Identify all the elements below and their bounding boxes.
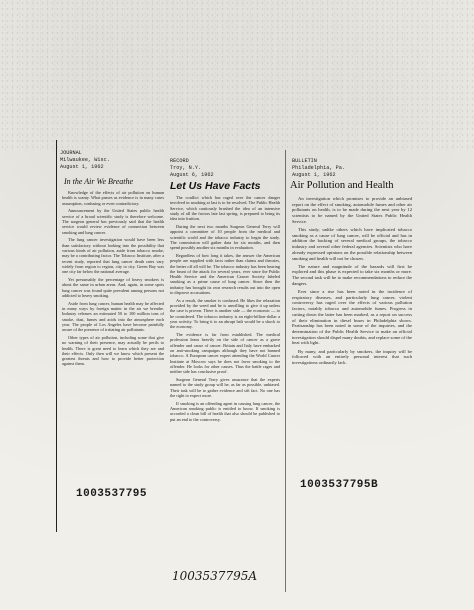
left-paragraph: Other types of air pollution, including some that give no warning of their presence, may actually be perils to health. There is great need to learn which they are and their effects. Only then will we know which present the greatest threats and how to provide better protection against them. <box>62 334 164 367</box>
middle-column-border <box>285 150 286 592</box>
middle-date: August 6, 1962 <box>170 172 214 178</box>
right-paragraph: An investigation which promises to provide an unbiased report on the effect of smoking, automobile fumes and other air pollutants on health, is to be made during the next year by 12 scientists to be named by the United States Public Health Service. <box>292 196 412 224</box>
right-headline: Air Pollution and Health <box>290 180 394 191</box>
middle-article-body <box>170 195 280 424</box>
left-headline: In the Air We Breathe <box>64 177 134 186</box>
middle-paragraph: If smoking is an offending agent in causing lung cancer, the American smoking public is entitled to know. If smoking is accorded a clean bill of health that also should be published to put an end to the controversy. <box>170 400 280 422</box>
left-place: Milwaukee, Wisc. <box>60 157 110 163</box>
right-paragraph: By many, and particularly by smokers, the inquiry will be followed with an entirely personal interest that such investigations ordinarily lack. <box>292 348 412 365</box>
left-column-border <box>56 140 57 532</box>
right-paragraph: The nature and magnitude of the hazards will first be explored and this phase is expected to take six months or more. The second task will be to make recommendations to reduce the dangers. <box>292 263 412 286</box>
middle-paragraph: The evidence is far from established. The medical profession leans heavily on the side of cancer as a grave offender and cause of cancer. Britain and Italy have embarked on anti-smoking campaigns although they have not banned tobacco. A European cancer expert attending the World Cancer Institute at Moscow says he does not favor smoking to the offender. He looks for other causes. Thus the battle rages and neither side has conclusive proof. <box>170 332 280 375</box>
middle-paragraph: The conflict which has raged over the cancer danger involved in smoking at last is to be resolved. The Public Health Service, which cautiously brushed the idea of an intensive study of all the factors late last spring, is prepared to bring its idea into fruition. <box>170 195 280 222</box>
right-source: BULLETIN <box>292 158 317 164</box>
right-date: August 1, 1962 <box>292 172 336 178</box>
left-article-body <box>62 190 164 369</box>
right-paragraph: This study, unlike others which have implicated tobacco smoking as a cause of lung cancer, will be official and has in addition the backing of several medical groups, the tobacco industry and several other federal agencies. Scientists who have already expressed opinions on the possible relationship between smoking and health will not be chosen. <box>292 227 412 261</box>
middle-paragraph: During the next two months Surgeon General Terry will appoint a committee of 10 people from the medical and scientific world and the tobacco industry to begin the study. The commission will gather data for six months, and then spend possibly another six months in evaluation. <box>170 223 280 251</box>
right-stamp-number: 1003537795B <box>300 479 379 491</box>
left-source: JOURNAL <box>60 150 82 156</box>
left-paragraph: Yet presumably the percentage of heavy smokers is about the same in urban areas. And, again, in some spots lung cancer was found quite prevalent among persons not addicted to heavy smoking. <box>62 276 164 298</box>
left-date: August 1, 1962 <box>60 164 104 170</box>
right-place: Philadelphia, Pa. <box>292 165 345 171</box>
middle-headline: Let Us Have Facts <box>170 180 261 192</box>
middle-source: RECORD <box>170 158 189 164</box>
left-paragraph: Knowledge of the effects of air pollution on human health is scanty. What passes as evidence is in many cases assumption, confusing or even contradictory. <box>62 190 164 206</box>
left-paragraph: Aside from lung cancer, human health may be affected in many ways by foreign matter in the air we breathe. Industry releases an estimated 50 to 100 million tons of smoke, dust, fumes and acids into the atmosphere each year. The people of Los Angeles have become painfully aware of the presence of irritating air pollutants. <box>62 300 164 333</box>
left-stamp-number: 1003537795 <box>76 488 148 500</box>
scan-noise <box>0 0 474 150</box>
middle-place: Troy, N.Y. <box>170 165 202 171</box>
middle-paragraph: Regardless of how long it takes, the answer the American people are supplied with facts rather than claims and theories, the better off all will be. The tobacco industry has been bearing the brunt of the attack for several years, ever since the Public Health Service and the American Cancer Society labeled smoking as a prime cause of lung cancer. Since then the industry has brought its own research results out into the open to disprove accusations. <box>170 252 280 296</box>
middle-paragraph: As a result, the smoker is confused. He likes the relaxation provided by the weed and he is unwilling to give it up unless the case is proven. There is another side — the economic — to be considered. The tobacco industry is an eight-billion-dollar a year activity. To bring it to an abrupt halt would be a shock to the economy. <box>170 297 280 330</box>
middle-handwritten-number: 1003537795A <box>172 569 258 583</box>
right-paragraph: Ever since a rise has been noted in the incidence of respiratory diseases, and particularly lung cancer, violent controversy has raged over the effects of various pollution factors, notably tobacco and automobile fumes. Progress in cutting down the latter has been marked, as a report on success of their elimination in diesel buses in Philadelphia shows. Partisanship has been noted in some of the inquiries, and the determination of the Public Health Service to make an official investigation should dispel many doubts, and replace some of the heat with light. <box>292 289 412 346</box>
left-paragraph: Announcement by the United States public health service of a broad scientific study is therefore welcome. The surgeon general has previously said that the health service would review evidence of connection between smoking and lung cancer. <box>62 208 164 235</box>
middle-paragraph: Surgeon General Terry gives assurance that the experts named to the study group will be, as far as possible, unbiased. Their task will be to gather evidence and sift fact. No one has the right to expect more. <box>170 377 280 398</box>
right-article-body <box>292 196 412 368</box>
left-paragraph: The lung cancer investigation would have been less than satisfactory without looking into the possibility that various kinds of air pollution, aside from tobacco smoke, may be a contributing factor. The Tobacco Institute, after a recent study, reported that lung cancer death rates vary widely from region to region, city to city. Green Bay was one city far below the national average. <box>62 237 164 275</box>
